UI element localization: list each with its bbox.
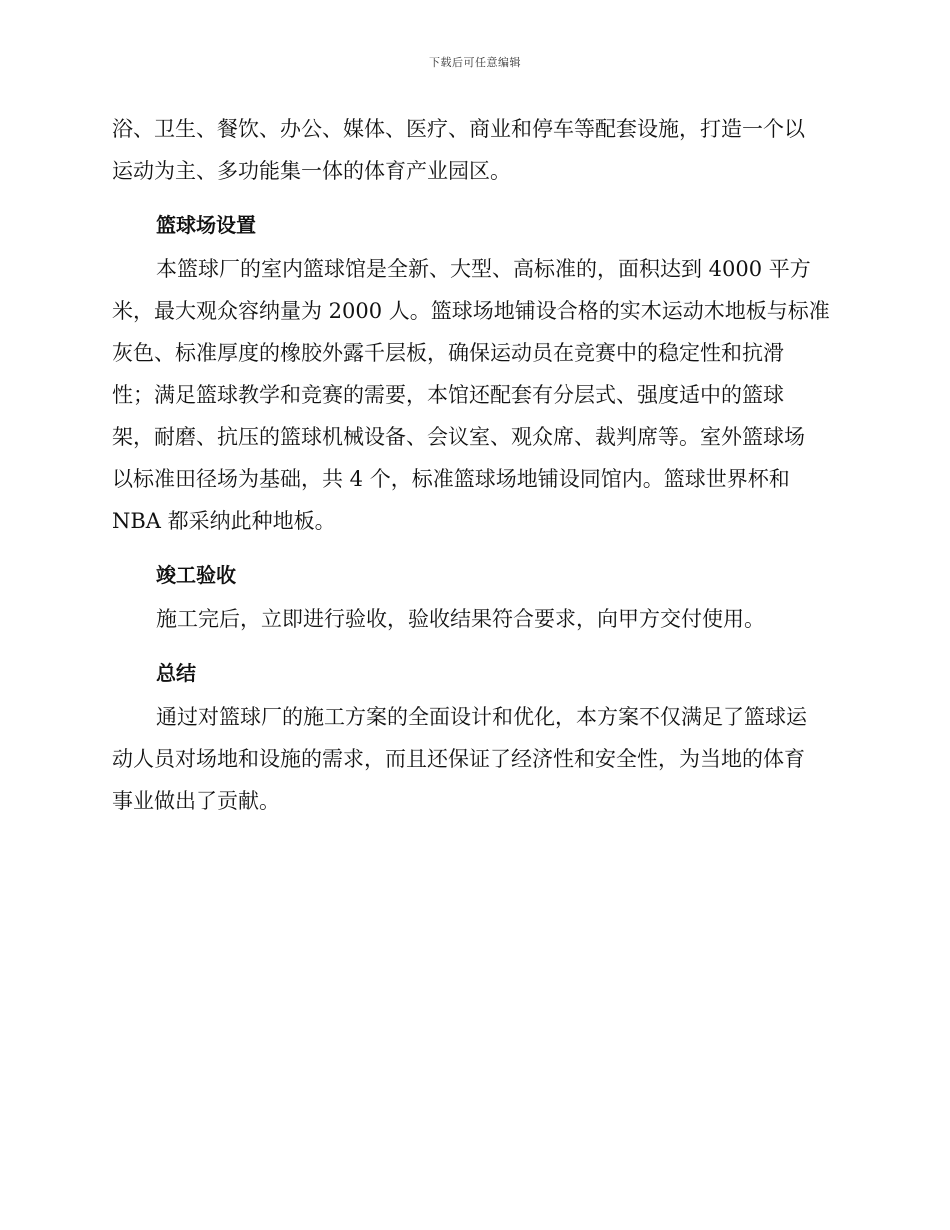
paragraph-line: 灰色、标准厚度的橡胶外露千层板，确保运动员在竞赛中的稳定性和抗滑 <box>112 341 784 365</box>
paragraph-line: 浴、卫生、餐饮、办公、媒体、医疗、商业和停车等配套设施，打造一个以 <box>112 117 805 141</box>
section-heading-summary: 总结 <box>156 661 196 685</box>
paragraph-line: 动人员对场地和设施的需求，而且还保证了经济性和安全性，为当地的体育 <box>112 747 805 771</box>
intro-paragraph <box>112 108 836 192</box>
paragraph-line: 施工完后，立即进行验收，验收结果符合要求，向甲方交付使用。 <box>156 607 765 631</box>
page-header: 下载后可任意编辑 <box>429 56 521 69</box>
paragraph-line: 米，最大观众容纳量为 2000 人。篮球场地铺设合格的实木运动木地板与标准 <box>112 299 830 323</box>
paragraph-line: NBA 都采纳此种地板。 <box>112 509 336 533</box>
paragraph-line: 运动为主、多功能集一体的体育产业园区。 <box>112 159 511 183</box>
acceptance-paragraph <box>112 598 836 640</box>
court-paragraph <box>112 248 836 542</box>
paragraph-line: 本篮球厂的室内篮球馆是全新、大型、高标准的，面积达到 4000 平方 <box>156 257 811 281</box>
paragraph-line: 性；满足篮球教学和竞赛的需要，本馆还配套有分层式、强度适中的篮球 <box>112 383 784 407</box>
document-body <box>112 108 836 822</box>
paragraph-line: 通过对篮球厂的施工方案的全面设计和优化，本方案不仅满足了篮球运 <box>156 705 807 729</box>
paragraph-line: 架，耐磨、抗压的篮球机械设备、会议室、观众席、裁判席等。室外篮球场 <box>112 425 805 449</box>
paragraph-line: 事业做出了贡献。 <box>112 789 280 813</box>
section-heading-court: 篮球场设置 <box>156 213 256 237</box>
section-heading-acceptance: 竣工验收 <box>156 563 236 587</box>
paragraph-line: 以标准田径场为基础，共 4 个，标准篮球场地铺设同馆内。篮球世界杯和 <box>112 467 790 491</box>
summary-paragraph <box>112 696 836 822</box>
